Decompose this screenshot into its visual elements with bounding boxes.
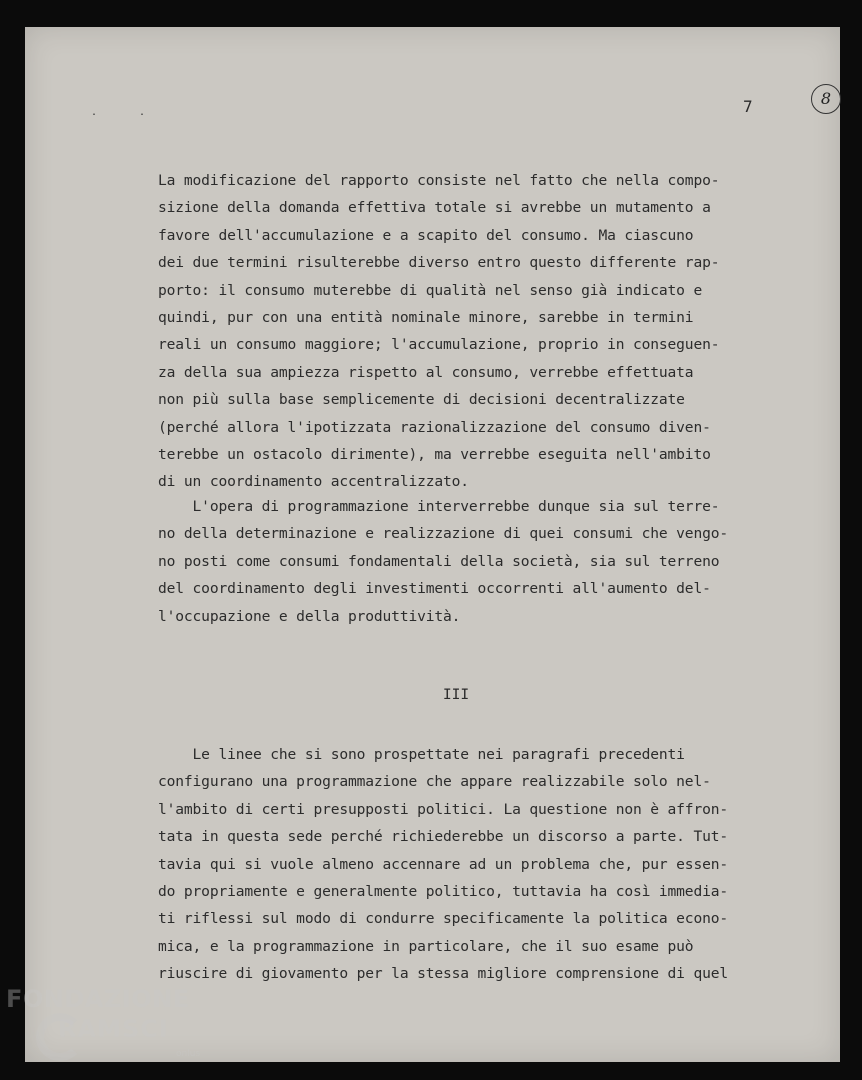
paragraph-1: [158, 167, 798, 496]
text-line: no posti come consumi fondamentali della società, sia sul terreno: [158, 552, 720, 570]
paragraph-3: [158, 741, 798, 988]
text-line: quindi, pur con una entità nominale minore, sarebbe in termini: [158, 308, 694, 326]
text-line: mica, e la programmazione in particolare, che il suo esame può: [158, 937, 694, 955]
text-line: do propriamente e generalmente politico, tuttavia ha così immedia-: [158, 882, 728, 900]
text-line: non più sulla base semplicemente di decisioni decentralizzate: [158, 391, 685, 409]
archive-number-stamp: 8: [811, 84, 841, 114]
page-number: 7: [743, 97, 753, 116]
text-line: (perché allora l'ipotizzata razionalizzazione del consumo diven-: [158, 418, 711, 436]
text-line: tavia qui si vuole almeno accennare ad un problema che, pur essen-: [158, 855, 728, 873]
text-line: riuscire di giovamento per la stessa migliore comprensione di quel: [158, 965, 728, 983]
corner-marks: . .: [91, 107, 164, 118]
text-line: configurano una programmazione che appare realizzabile solo nel-: [158, 773, 711, 791]
fondazione-gramsci-watermark: [6, 985, 216, 1075]
text-line: terebbe un ostacolo dirimente), ma verrebbe eseguita nell'ambito: [158, 445, 711, 463]
watermark-line-1: FONDAZIONE: [6, 985, 190, 1013]
text-line: La modificazione del rapporto consiste nel fatto che nella compo-: [158, 172, 720, 189]
text-line: del coordinamento degli investimenti occorrenti all'aumento del-: [158, 580, 711, 598]
watermark-line-2: RAMSCI: [58, 1015, 169, 1043]
watermark-line-3: onlus: [176, 1049, 201, 1059]
text-line: l'ambito di certi presupposti politici. La questione non è affron-: [158, 800, 728, 818]
text-line: ti riflessi sul modo di condurre specificamente la politica econo-: [158, 910, 728, 928]
text-line: favore dell'accumulazione e a scapito del consumo. Ma ciascuno: [158, 226, 694, 244]
text-line: no della determinazione e realizzazione di quei consumi che vengo-: [158, 525, 728, 543]
paragraph-2: [158, 493, 798, 630]
text-line: Le linee che si sono prospettate nei paragrafi precedenti: [158, 746, 685, 763]
text-line: reali un consumo maggiore; l'accumulazione, proprio in conseguen-: [158, 336, 720, 354]
text-line: l'occupazione e della produttività.: [158, 607, 461, 625]
text-line: sizione della domanda effettiva totale si avrebbe un mutamento a: [158, 199, 711, 217]
text-line: tata in questa sede perché richiederebbe un discorso a parte. Tut-: [158, 828, 728, 846]
text-line: za della sua ampiezza rispetto al consumo, verrebbe effettuata: [158, 363, 694, 381]
text-line: dei due termini risulterebbe diverso entro questo differente rap-: [158, 254, 720, 272]
section-heading: III: [442, 686, 470, 703]
text-line: di un coordinamento accentralizzato.: [158, 473, 469, 491]
text-line: porto: il consumo muterebbe di qualità nel senso già indicato e: [158, 281, 703, 299]
text-line: L'opera di programmazione interverrebbe dunque sia sul terre-: [158, 498, 720, 515]
